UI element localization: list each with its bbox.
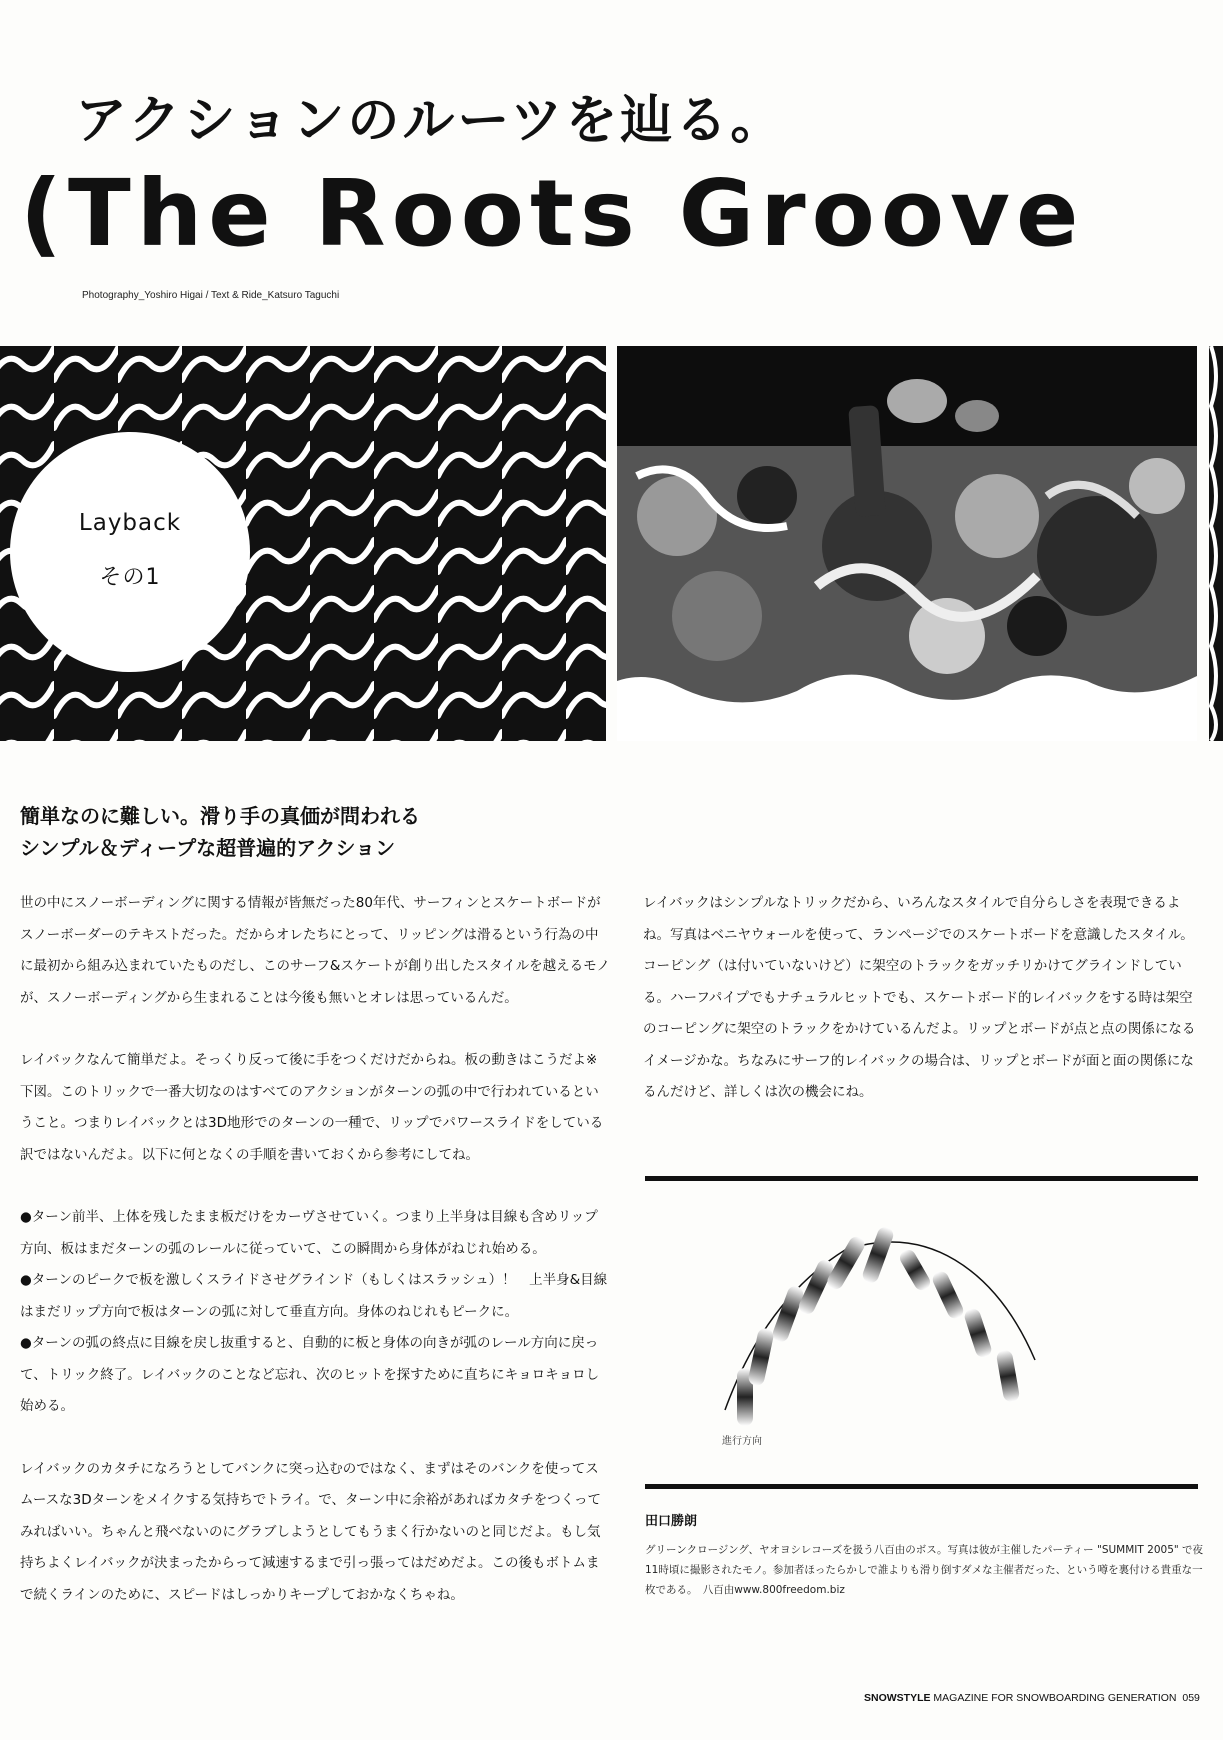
step-item: ●ターン前半、上体を残したまま板だけをカーヴさせていく。つまり上半身は目線も含めリップ方向、板はまだターンの弧のレールに従っていて、この瞬間から身体がねじれ始める。 [20, 1209, 598, 1257]
photo-credit: Photography_Yoshiro Higai / Text & Ride_Katsuro Taguchi [82, 290, 340, 301]
rider-name: 田口勝朗 [645, 1514, 698, 1529]
paragraph: レイバックはシンプルなトリックだから、いろんなスタイルで自分らしさを表現できるよね。写真はベニヤウォールを使って、ランページでのスケートボードを意識したスタイル。コーピング（は付いていないけど）に架空のトラックをガッチリかけてグラインドしている。ハーフパイプでもナチュラルヒットでも、スケートボード的レイバックをする時は架空のコーピングに架空のトラックをかけているんだよ。リップとボードが点と点の関係になるイメージかな。ちなみにサーフ的レイバックの場合は、リップとボードが面と面の関係になるんだけど、詳しくは次の機会にね。 [643, 895, 1196, 1100]
snowboard-wall-photo [617, 346, 1197, 741]
page-footer [864, 1692, 1200, 1704]
magazine-tagline: MAGAZINE FOR SNOWBOARDING GENERATION [930, 1692, 1177, 1704]
step-item: ●ターンの弧の終点に目線を戻し抜重すると、自動的に板と身体の向きが弧のレール方向に戻って、トリック終了。レイバックのことなど忘れ、次のヒットを探すために直ちにキョロキョロし始める。 [20, 1335, 600, 1414]
title-text: The Roots Groove [68, 160, 1085, 267]
trick-name: Layback [78, 510, 182, 536]
title-paren: ( [20, 160, 63, 267]
body-right-column [643, 888, 1203, 1109]
japanese-title: アクションのルーツを辿る。 [75, 91, 786, 151]
title-circle [10, 432, 250, 672]
steps-list [20, 1202, 610, 1423]
magazine-brand: SNOWSTYLE [864, 1692, 931, 1704]
episode-number: その1 [99, 565, 161, 590]
paragraph: レイバックのカタチになろうとしてバンクに突っ込むのではなく、まずはそのバンクを使ってスムースな3Dターンをメイクする気持ちでトライ。で、ターン中に余裕があればカタチをつくってみればいい。ちゃんと飛べないのにグラブしようとしてもうまく行かないのと同じだよ。もし気持ちよくレイバックが決まったからって減速するまで引っ張ってはだめだよ。この後もボトムまで続くラインのために、スピードはしっかりキープしておかなくちゃね。 [20, 1460, 601, 1603]
rider-bio: グリーンクロージング、ヤオヨシレコーズを扱う八百由のボス。写真は彼が主催したパーティー "SUMMIT 2005" で夜11時頃に撮影されたモノ。参加者ほったらかしで誰よりも滑り倒すダメな主催者だった、という噂を裏付ける貴重な一枚である。 八百由www.800freedom.biz [645, 1544, 1204, 1596]
headline-line1: 簡単なのに難しい。滑り手の真価が問われる [20, 804, 420, 828]
step-item: ●ターンのピークで板を激しくスライドさせグラインド（もしくはスラッシュ）！ 上半身&目線はまだリップ方向で板はターンの弧に対して垂直方向。身体のねじれもピークに。 [20, 1272, 608, 1320]
paragraph: レイバックなんて簡単だよ。そっくり反って後に手をつくだけだからね。板の動きはこうだよ※下図。このトリックで一番大切なのはすべてのアクションがターンの弧の中で行われているということ。つまりレイバックとは3D地形でのターンの一種で、リップでパワースライドをしている訳ではないんだよ。以下に何となくの手順を書いておくから参考にしてね。 [20, 1052, 604, 1163]
pattern-strip [1209, 346, 1223, 741]
page-number: 059 [1182, 1692, 1200, 1704]
headline-line2: シンプル＆ディープな超普遍的アクション [20, 836, 396, 860]
divider [645, 1176, 1198, 1181]
article-headline [20, 800, 420, 864]
paragraph: 世の中にスノーボーディングに関する情報が皆無だった80年代、サーフィンとスケートボードがスノーボーダーのテキストだった。だからオレたちにとって、リッピングは滑るという行為の中に最初から組み込まれていたものだし、このサーフ&スケートが創り出したスタイルを越えるモノが、スノーボーディングから生まれることは今後も無いとオレは思っているんだ。 [20, 895, 610, 1006]
divider [645, 1484, 1198, 1489]
body-left-column [20, 888, 610, 1642]
direction-label: 進行方向 [722, 1436, 762, 1447]
english-title [20, 160, 1085, 267]
